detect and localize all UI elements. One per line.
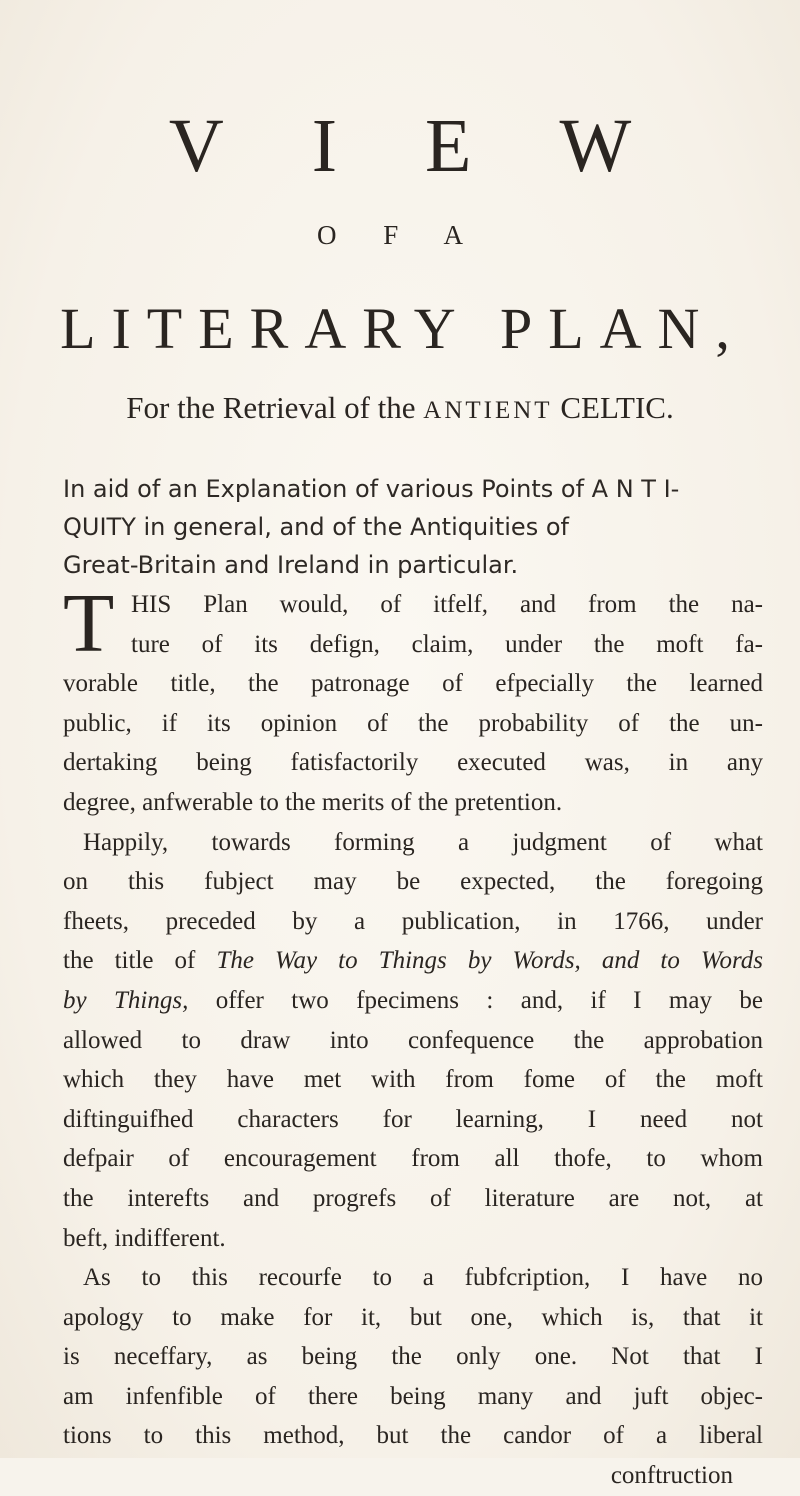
- body-line: HIS Plan would, of itfelf, and from the na-: [131, 591, 763, 618]
- aid-line-1: In aid of an Explanation of various Points of A N T I-: [63, 475, 680, 503]
- aid-line-2: QUITY in general, and of the Antiquities of: [63, 513, 569, 541]
- subtitle-antient: ANTIENT: [423, 397, 553, 424]
- aid-line-3: Great-Britain and Ireland in particular.: [63, 551, 519, 579]
- body-line: the interefts and progrefs of literature are not, at: [63, 1184, 763, 1212]
- body-line: which they have met with from fome of the moft: [63, 1066, 763, 1094]
- body-line: am infenfible of there being many and juft objec-: [63, 1382, 763, 1410]
- title-line-italic: The Way to Things by Words, and to Words: [216, 947, 763, 975]
- body-line: fheets, preceded by a publication, in 1766, under: [63, 907, 763, 935]
- subtitle: [0, 392, 800, 423]
- title-letter-w: W: [559, 104, 632, 188]
- specimens-italic: by Things,: [63, 986, 189, 1014]
- body-line: vorable title, the patronage of efpecially the learned: [63, 670, 763, 698]
- body-line: on this fubject may be expected, the foregoing: [63, 868, 763, 896]
- title-view: [0, 104, 800, 188]
- body-line: apology to make for it, but one, which is, that it: [63, 1303, 763, 1331]
- title-letter-i: I: [311, 104, 338, 188]
- body-line-title: [63, 941, 763, 981]
- body-line: allowed to draw into confequence the approbation: [63, 1026, 763, 1054]
- subtitle-celtic: CELTIC.: [560, 390, 674, 425]
- body-line: beft, indifferent.: [63, 1224, 226, 1252]
- aid-paragraph: [63, 470, 753, 584]
- body-line: ture of its defign, claim, under the moft fa-: [131, 630, 763, 658]
- body-line: dertaking being fatisfactorily executed was, in any: [63, 749, 763, 777]
- body-line: degree, anfwerable to the merits of the pretention.: [63, 788, 563, 816]
- title-of-a: O F A: [316, 220, 484, 250]
- body-line: As to this recourfe to a fubfcription, I have no: [83, 1264, 763, 1292]
- catchword: conftruction: [610, 1462, 733, 1490]
- title-literary-plan: LITERARY PLAN,: [60, 296, 746, 361]
- body-line: public, if its opinion of the probability of the un-: [63, 709, 763, 737]
- title-line-prefix: the title of: [63, 947, 196, 975]
- body-line: is neceffary, as being the only one. Not that I: [63, 1343, 763, 1371]
- drop-cap: T: [63, 577, 115, 670]
- subtitle-prefix: For the Retrieval of the: [126, 390, 416, 425]
- body-line: Happily, towards forming a judgment of what: [83, 828, 763, 856]
- body-line: diftinguifhed characters for learning, I need not: [63, 1105, 763, 1133]
- body-line: defpair of encouragement from all thofe, to whom: [63, 1145, 763, 1173]
- title-letter-e: E: [425, 104, 472, 188]
- specimens-rest: offer two fpecimens : and, if I may be: [215, 986, 763, 1014]
- body-line: tions to this method, but the candor of a liberal: [63, 1422, 763, 1450]
- title-letter-v: V: [168, 104, 224, 188]
- body-line-specimens: [63, 981, 763, 1021]
- body-text: [63, 585, 763, 1496]
